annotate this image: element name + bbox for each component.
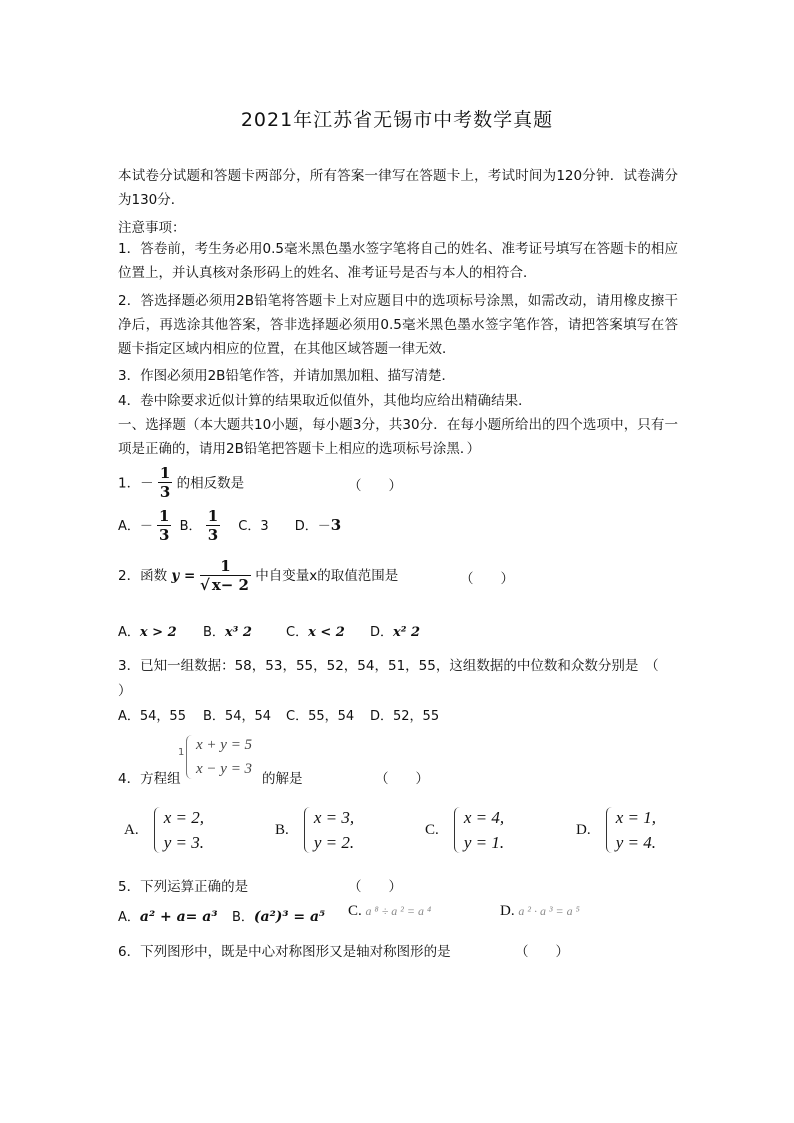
q2-option-a: A．x > 2	[118, 625, 177, 640]
page-title: 2021年江苏省无锡市中考数学真题	[240, 109, 554, 131]
q2-option-c: C．x < 2	[286, 625, 345, 640]
q5-option-c: C. a ⁸ ÷ a ² = a ⁴	[348, 903, 432, 919]
q2-number: 2．函数	[118, 568, 168, 584]
q1-answer-paren: （ ）	[348, 478, 402, 494]
q5-option-b: B．(a²)³ = a⁵	[232, 909, 326, 925]
q2-option-b: B．x³ 2	[203, 625, 252, 640]
question-6: 6．下列图形中，既是中心对称图形又是轴对称图形的是	[118, 944, 451, 960]
q1-option-b-label: B．	[179, 519, 202, 534]
question-3-paren-close: ）	[118, 683, 132, 699]
q3-option-a: A．54，55	[118, 709, 186, 724]
question-5: 5．下列运算正确的是	[118, 879, 249, 895]
section-1-heading: 一、选择题（本大题共10小题，每小题3分，共30分．在每小题所给出的四个选项中，只有一项是正确的，请用2B铅笔把答题卡上相应的选项标号涂黑．）	[118, 417, 678, 458]
q3-option-c: C．55，54	[286, 709, 355, 724]
notice-heading: 注意事项：	[118, 220, 186, 236]
q4-answer-paren: （ ）	[375, 771, 429, 787]
notice-3: 3．作图必须用2B铅笔作答，并请加黑加粗、描写清楚．	[118, 368, 455, 384]
q4-option-c: C. x = 4, y = 1.	[425, 808, 505, 852]
q2-fraction: $\frac{1}{√ x- 2}$	[199, 556, 249, 594]
q1-text: 的相反数是	[176, 475, 245, 492]
q4-option-a: A. x = 2, y = 3.	[124, 808, 204, 852]
q2-option-d: D．x² 2	[370, 625, 421, 640]
q1-option-a-label: A．－	[118, 519, 153, 534]
q4-option-b: B. x = 3, y = 2.	[275, 808, 355, 852]
q5-option-d: D. a ² · a ³ = a ⁵	[500, 903, 580, 919]
q1-option-c: C．3	[238, 519, 269, 534]
question-3: 3．已知一组数据：58，53，55，52，54，51，55，这组数据的中位数和众数分别是 （	[118, 658, 659, 674]
q6-answer-paren: （ ）	[515, 944, 569, 960]
q4-mark: 1	[178, 747, 185, 758]
notice-1: 1．答卷前，考生务必用0.5毫米黑色墨水签字笔将自己的姓名、准考证号填写在答题卡的相应位置上，并认真核对条形码上的姓名、准考证号是否与本人的相符合．	[118, 241, 678, 282]
q1-option-b-fraction: $\frac{1}{3}$	[207, 507, 219, 544]
q3-option-d: D．52，55	[370, 709, 440, 724]
q1-fraction: $\frac{1}{3}$	[159, 464, 171, 501]
question-1	[118, 465, 244, 502]
q4-option-d: D. x = 1, y = 4.	[576, 808, 656, 852]
q2-radicand: x− 2	[211, 575, 249, 594]
q1-option-a-fraction: $\frac{1}{3}$	[159, 507, 170, 544]
question-2: 2．函数 y = $\frac{1}{√ x- 2}$ 中自变量x的取值范围是	[118, 556, 399, 594]
notice-4: 4．卷中除要求近似计算的结果取近似值外，其他均应给出精确结果．	[118, 393, 532, 409]
q4-eq2: x − y = 3	[196, 761, 253, 777]
q4-eq1: x + y = 5	[196, 737, 253, 753]
q2-text: 中自变量x的取值范围是	[255, 568, 399, 584]
q4-text: 的解是	[262, 771, 303, 787]
q1-option-d-label: D．－	[294, 519, 331, 534]
q2-y-var: y	[171, 568, 180, 584]
q4-system	[186, 733, 252, 781]
q2-answer-paren: （ ）	[460, 571, 514, 587]
q1-option-d-value: 3	[330, 516, 342, 534]
q1-options	[118, 507, 341, 545]
q1-number: 1．－	[118, 475, 154, 492]
q5-option-a: A．a² + a= a³	[118, 909, 218, 925]
q5-answer-paren: （ ）	[348, 879, 402, 895]
q3-option-b: B．54，54	[203, 709, 272, 724]
notice-2: 2．答选择题必须用2B铅笔将答题卡上对应题目中的选项标号涂黑，如需改动，请用橡皮擦干净后，再选涂其他答案，答非选择题必须用0.5毫米黑色墨水签字笔作答，请把答案填写在答题卡指定区域内相应的位置，在其他区域答题一律无效．	[118, 293, 678, 358]
q4-number: 4．方程组	[118, 771, 181, 787]
intro-paragraph: 本试卷分试题和答题卡两部分，所有答案一律写在答题卡上，考试时间为120分钟．试卷满分为130分．	[118, 168, 678, 209]
